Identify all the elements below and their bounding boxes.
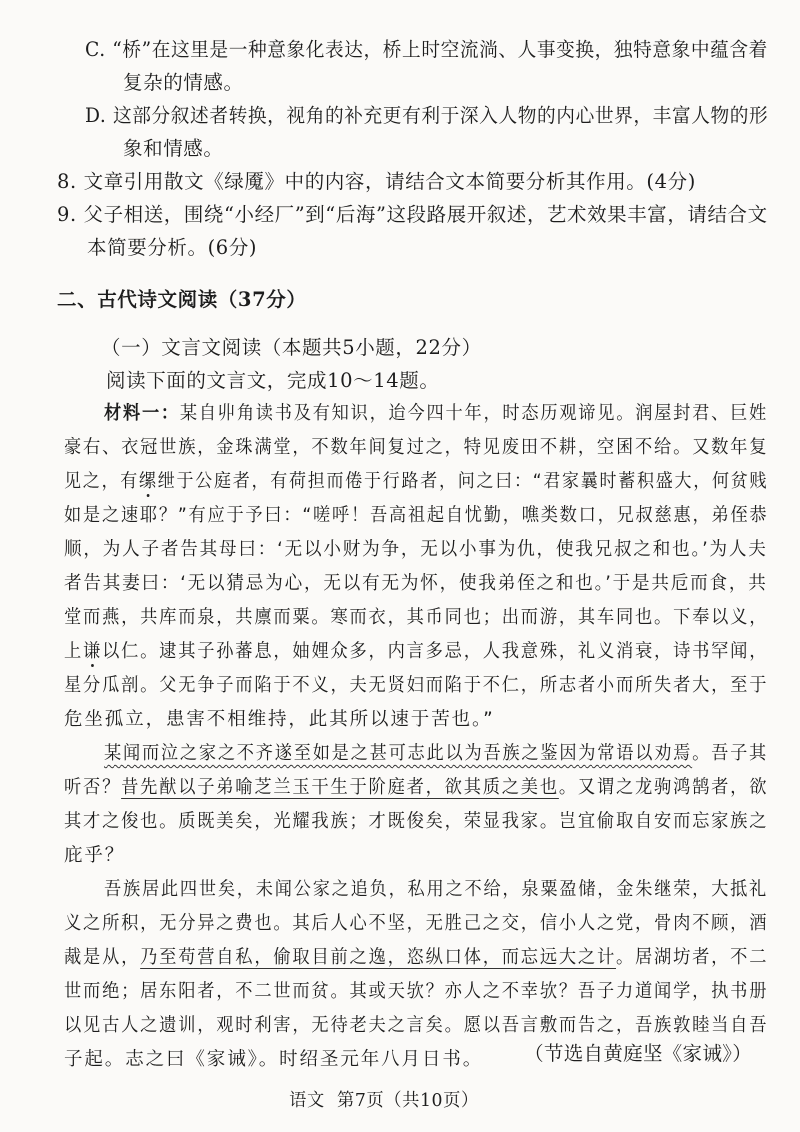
question-8: 8. 文章引用散文《绿魇》中的内容，请结合文本简要分析其作用。(4分) <box>57 170 696 193</box>
passage-p3-line2: 义之所积，无分异之费也。其后人心不坚，无胜己之交，信小人之党，骨肉不顾，酒 <box>64 913 769 934</box>
passage-p3-line5: 以见古人之遗训，观时利害，无待老夫之言矣。愿以吾言敷而告之，吾族敦睦当自吾 <box>64 1015 769 1036</box>
passage-p3-line4: 世而绝；居东阳者，不二世而贫。其或天欤？亦人之不幸欤？吾子力道闻学，执书册 <box>64 981 769 1002</box>
passage-p1-line9: 星分瓜剖。父无争子而陷于不义，夫无贤妇而陷于不仁，所志者小而所失者大，至于 <box>64 675 769 696</box>
passage-p1-line8 <box>64 639 768 665</box>
sub-section-heading: （一）文言文阅读（本题共5小题，22分） <box>101 336 482 359</box>
passage-text: 某自丱角读书及有知识，迨今四十年，时态历观谛见。润屋封君、巨姓 <box>179 403 769 424</box>
reading-instruction: 阅读下面的文言文，完成10～14题。 <box>106 369 440 392</box>
question-9-line2: 本简要分析。(6分) <box>87 236 258 259</box>
option-c-line2: 复杂的情感。 <box>123 71 244 94</box>
underlined-sentence: 乃至苟营自私，偷取目前之逸，恣纵口体，而忘远大之计 <box>140 947 616 968</box>
passage-text: 。又谓之龙驹鸿鹄者，欲 <box>558 777 769 798</box>
page-footer: 语文 第7页（共10页） <box>289 1090 479 1111</box>
passage-p2-line4: 庇乎？ <box>64 845 126 866</box>
passage-p3-line1: 吾族居此四世矣，未闻公家之追负，私用之不给，泉粟盈储，金朱继荣，大抵礼 <box>104 879 769 900</box>
passage-text: 。居湖坊者，不二 <box>615 947 769 968</box>
passage-p3-line3 <box>64 945 768 971</box>
passage-text: 。吾子其 <box>692 743 769 764</box>
passage-text: 听否？ <box>64 777 122 798</box>
material-label: 材料一： <box>104 403 180 424</box>
passage-text: 胾是从， <box>64 947 141 968</box>
passage-text: 见之，有 <box>64 471 139 492</box>
section-heading: 二、古代诗文阅读（37分） <box>57 288 307 311</box>
underlined-sentence: 昔先猷以子弟喻芝兰玉干生于阶庭者，欲其质之美也 <box>121 777 559 798</box>
question-9-line1: 9. 父子相送，围绕“小经厂”到“后海”这段路展开叙述，艺术效果丰富，请结合文 <box>57 203 768 226</box>
passage-p1-line6: 者告其妻曰：‘无以猜忌为心，无以有无为怀，使我弟侄之和也。’于是共卮而食，共 <box>64 573 768 594</box>
passage-p1-line2: 豪右、衣冠世族，金珠满堂，不数年间复过之，特见废田不耕，空囷不给。又数年复 <box>64 437 769 458</box>
passage-p2-line1 <box>104 741 768 767</box>
option-d-line2: 象和情感。 <box>123 137 224 160</box>
passage-text: 上 <box>64 641 84 662</box>
passage-p1-line3 <box>64 469 768 495</box>
passage-p1-line5: 顺，为人子者告其母曰：‘无以小财为争，无以小事为仇，使我兄叔之和也。’为人夫 <box>64 539 768 560</box>
option-c-line1: C. “桥”在这里是一种意象化表达，桥上时空流淌、人事变换，独特意象中蕴含着 <box>85 38 768 61</box>
passage-p1-line10: 危坐孤立，患害不相维持，此其所以速于苦也。” <box>64 709 495 730</box>
option-d-line1: D. 这部分叙述者转换，视角的补充更有利于深入人物的内心世界，丰富人物的形 <box>85 104 769 127</box>
passage-p1-line1 <box>104 401 768 427</box>
passage-text: 绁于公庭者，有荷担而倦于行路者，问之曰：“君家曩时蓄积盛大，何贫贱 <box>157 471 769 492</box>
passage-p1-line7: 堂而燕，共库而泉，共廪而粟。寒而衣，其币同也；出而游，其车同也。下奉以义， <box>64 607 769 628</box>
emphasis-dot-char: 谦 <box>83 641 103 662</box>
passage-source: （节选自黄庭坚《家诫》） <box>524 1042 752 1065</box>
emphasis-dot-char: 缧 <box>138 471 158 492</box>
passage-p2-line3: 其才之俊也。质既美矣，光耀我族；才既俊矣，荣显我家。岂宜偷取自安而忘家族之 <box>64 811 769 832</box>
wavy-underlined-text: 某闻而泣之家之不齐遂至如是之甚可志此以为吾族之鉴因为常语以劝焉 <box>104 743 693 764</box>
passage-p1-line4: 如是之速耶？”有应于予曰：“嗟呼！吾高祖起自忧勤，噍类数口，兄叔慈惠，弟侄恭 <box>64 505 769 526</box>
passage-p3-line6: 子起。志之曰《家诫》。时绍圣元年八月日书。 <box>64 1049 484 1070</box>
passage-text: 以仁。逮其子孙蕃息，妯娌众多，内言多忌，人我意殊，礼义消衰，诗书罕闻， <box>102 641 769 662</box>
passage-p2-line2 <box>64 775 768 801</box>
